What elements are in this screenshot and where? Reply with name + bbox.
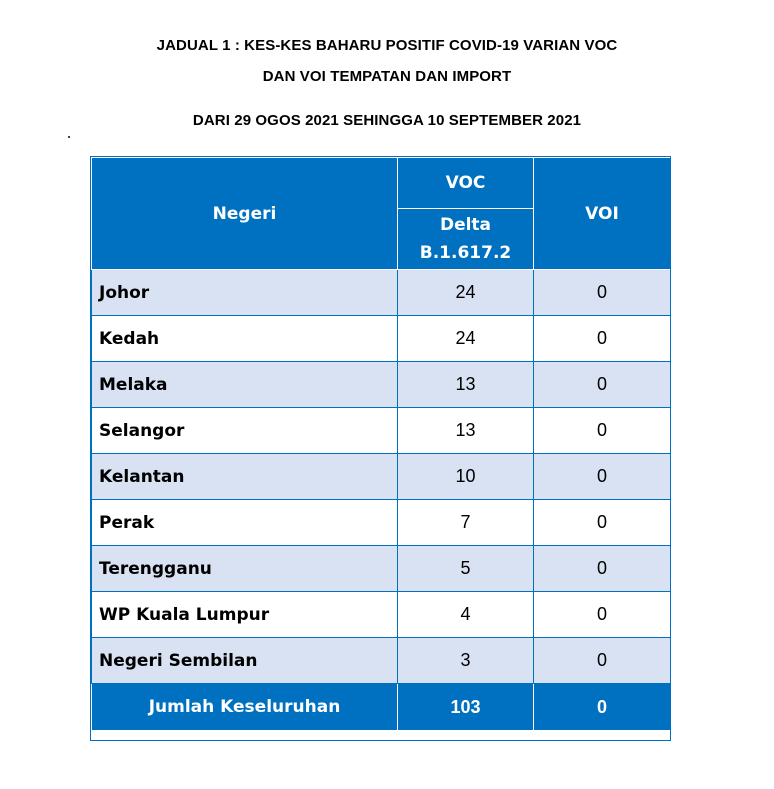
state-name: Perak xyxy=(92,500,398,546)
state-name: Johor xyxy=(92,270,398,316)
voc-count: 7 xyxy=(398,500,534,546)
voc-count: 4 xyxy=(398,592,534,638)
header-voc: VOC xyxy=(398,158,534,209)
state-name: WP Kuala Lumpur xyxy=(92,592,398,638)
header-voc-variant xyxy=(398,209,534,270)
header-row xyxy=(92,158,671,209)
state-name: Kedah xyxy=(92,316,398,362)
table-row xyxy=(92,316,671,362)
state-name: Terengganu xyxy=(92,546,398,592)
voi-count: 0 xyxy=(534,638,671,684)
voc-count: 13 xyxy=(398,362,534,408)
table-row xyxy=(92,270,671,316)
total-label: Jumlah Keseluruhan xyxy=(92,684,398,731)
table-row xyxy=(92,592,671,638)
voi-count: 0 xyxy=(534,362,671,408)
table-body xyxy=(92,270,671,684)
voc-count: 24 xyxy=(398,270,534,316)
voi-count: 0 xyxy=(534,454,671,500)
table-row xyxy=(92,546,671,592)
table-row xyxy=(92,500,671,546)
voi-count: 0 xyxy=(534,500,671,546)
voc-voi-cases-table xyxy=(91,157,671,731)
voi-count: 0 xyxy=(534,592,671,638)
state-name: Melaka xyxy=(92,362,398,408)
header-voc-variant-name: Delta xyxy=(439,215,492,235)
state-name: Kelantan xyxy=(92,454,398,500)
voi-count: 0 xyxy=(534,546,671,592)
table-row xyxy=(92,362,671,408)
voi-count: 0 xyxy=(534,316,671,362)
table-title-line-2: DAN VOI TEMPATAN DAN IMPORT xyxy=(262,68,512,85)
stray-dot xyxy=(68,136,70,138)
total-row xyxy=(92,684,671,731)
voc-count: 5 xyxy=(398,546,534,592)
voi-count: 0 xyxy=(534,270,671,316)
voc-count: 24 xyxy=(398,316,534,362)
state-name: Negeri Sembilan xyxy=(92,638,398,684)
table-date-range: DARI 29 OGOS 2021 SEHINGGA 10 SEPTEMBER 2021 xyxy=(192,112,582,129)
table-row xyxy=(92,638,671,684)
voc-count: 13 xyxy=(398,408,534,454)
header-state: Negeri xyxy=(92,158,398,270)
table-row xyxy=(92,408,671,454)
state-name: Selangor xyxy=(92,408,398,454)
total-voc: 103 xyxy=(398,684,534,731)
header-voi: VOI xyxy=(534,158,671,270)
voc-count: 10 xyxy=(398,454,534,500)
table-title-line-1: JADUAL 1 : KES-KES BAHARU POSITIF COVID-19 VARIAN VOC xyxy=(156,37,618,54)
voc-count: 3 xyxy=(398,638,534,684)
table-row xyxy=(92,454,671,500)
voi-count: 0 xyxy=(534,408,671,454)
header-voc-variant-code: B.1.617.2 xyxy=(419,243,512,263)
total-voi: 0 xyxy=(534,684,671,731)
